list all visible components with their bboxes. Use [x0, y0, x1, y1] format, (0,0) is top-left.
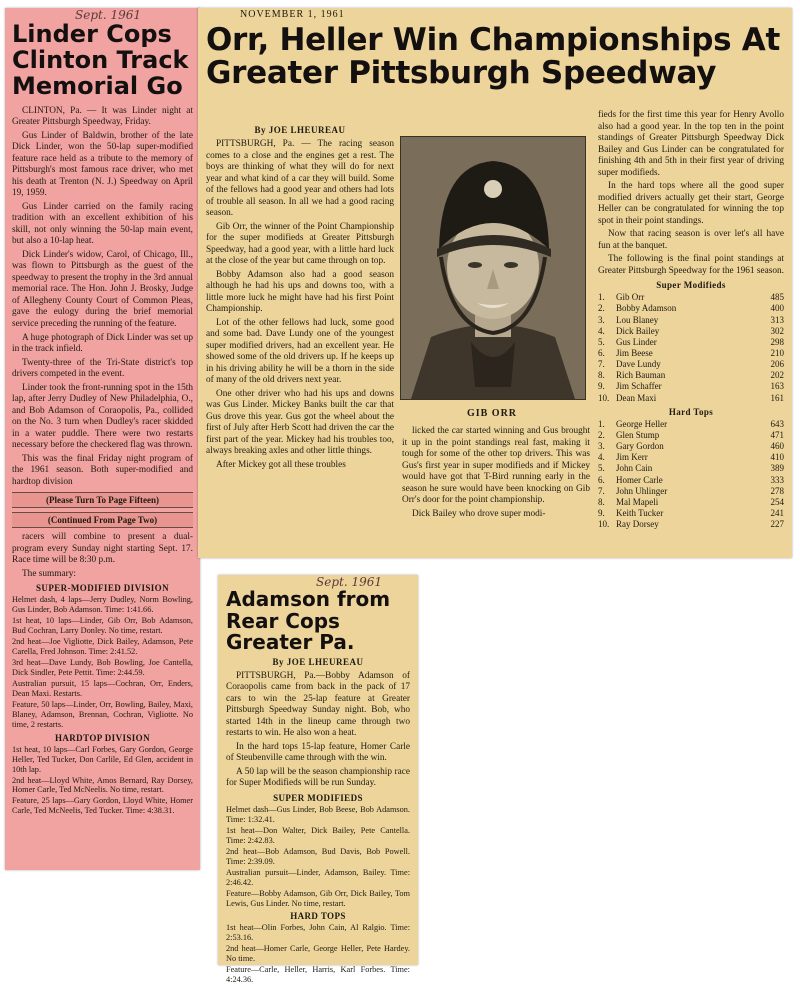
article-paragraph: Bobby Adamson also had a good season although he had his ups and downs too, with a little more luck he might have had his first Point Championship. [206, 269, 394, 315]
standings-driver: Dick Bailey [616, 325, 660, 336]
article-paragraph: After Mickey got all these troubles [216, 459, 346, 470]
result-line: Feature—Carle, Heller, Harris, Karl Forbes. Time: 4:24.36. [226, 965, 410, 985]
result-line: 2nd heat—Homer Carle, George Heller, Pete Hardey. No time. [226, 944, 410, 964]
article-paragraph: PITTSBURGH, Pa. — The racing season comes to a close and the engines get a rest. The boys are thinking of what they will do for next year and what kind of a car they will build. Some of the fellows had a good year and others had lots of trouble all season. In all we had a good racing season. [206, 139, 394, 219]
standings-driver: Homer Carle [616, 474, 663, 485]
standings-points: 163 [770, 381, 784, 392]
result-line: 1st heat—Olin Forbes, John Cain, Al Ralgio. Time: 2:53.16. [226, 923, 410, 943]
article-paragraph: Now that racing season is over let's all have fun at the banquet. [598, 229, 784, 251]
standings-position: 8. [598, 496, 605, 507]
standings-points: 643 [770, 418, 784, 429]
standings-driver: Dave Lundy [616, 359, 661, 370]
standings-driver: Gus Linder [616, 336, 657, 347]
article-paragraph: A 50 lap will be the season championship race for Super Modifieds will be run Sunday. [226, 766, 410, 789]
standings-points: 241 [770, 508, 784, 519]
standings-driver: Mal Mapeli [616, 496, 659, 507]
article-paragraph: licked the car started winning and Gus brought it up in the point standings real fast, making it tough for some of the other top drivers. This was Gus's first year in super modifieds and if Mickey would have got that T-Bird running early in the season he sure would have been knocking on Gib Orr's door for the point championship. [402, 426, 590, 506]
standings-driver: Jim Beese [616, 348, 653, 358]
handwritten-date-note: Sept. 1961 [316, 575, 382, 589]
article-column-3 [598, 110, 784, 552]
standings-points: 410 [770, 452, 784, 463]
standings-row [598, 359, 784, 370]
standings-driver: Bobby Adamson [616, 303, 677, 314]
standings-position: 6. [598, 348, 605, 358]
hardtop-heading: HARDTOP DIVISION [54, 732, 150, 743]
standings-position: 10. [598, 519, 610, 530]
result-line: Helmet dash, 4 laps—Jerry Dudley, Norm Bowling, Gus Linder, Bob Adamson. Time: 1:41.66. [12, 595, 193, 615]
article-paragraph: This was the final Friday night program of the 1961 season. Both super-modified and hardtop division [12, 453, 193, 487]
standings-position: 9. [598, 381, 605, 392]
result-line: Feature—Bobby Adamson, Gib Orr, Dick Bailey, Tom Lewis, Gus Linder. No time, restart. [226, 888, 410, 908]
standings-driver: Gary Gordon [616, 441, 664, 452]
standings-row [598, 381, 784, 392]
article-paragraph: Gus Linder carried on the family racing tradition with an excellent exhibition of his skill, not only winning the 50-lap main event, but also a 10-lap heat. [12, 201, 193, 247]
standings-position: 8. [598, 370, 605, 381]
article-paragraph: Twenty-three of the Tri-State district's top drivers competed in the event. [12, 357, 193, 380]
handwritten-date-note: Sept. 1961 [75, 8, 141, 22]
championship-headline: Orr, Heller Win Championships At Greater Pittsburgh Speedway [206, 22, 780, 92]
standings-points: 161 [770, 392, 784, 403]
article-paragraph: In the hard tops 15-lap feature, Homer Carle of Steubenville came through with the win. [226, 741, 410, 764]
standings-driver: Jim Kerr [616, 452, 648, 463]
article-paragraph: Gus Linder of Baldwin, brother of the late Dick Linder, won the 50-lap super-modified feature race held as a tribute to the memory of Pittsburgh's most famous race driver, who met his death at Trenton (N. J.) Speedway on April 19, 1959. [12, 130, 193, 199]
result-line: 1st heat—Don Walter, Dick Bailey, Pete Cantella. Time: 2:42.83. [226, 825, 410, 845]
standings-points: 254 [770, 496, 784, 507]
result-line: 2nd heat—Bob Adamson, Bud Davis, Bob Powell. Time: 2:39.09. [226, 846, 410, 866]
photo-caption: GIB ORR [466, 408, 518, 419]
super-modified-heading: SUPER-MODIFIED DIVISION [36, 583, 169, 594]
standings-points: 400 [770, 303, 784, 314]
driver-portrait-image [401, 137, 585, 399]
article-paragraph: Gib Orr, the winner of the Point Championship for the super modifieds at Greater Pittsburgh Speedway, had a good year, with a little hard luck at the close of the year but came through on top. [206, 221, 394, 267]
article-paragraph: The following is the final point standings at Greater Pittsburgh Speedway for the 1961 season. [598, 254, 784, 276]
standings-position: 5. [598, 463, 605, 474]
result-line: Australian pursuit, 15 laps—Cochran, Orr, Enders, Dean Maxi. Restarts. [12, 678, 193, 698]
byline: By JOE LHEUREAU [272, 656, 364, 667]
standings-points: 227 [770, 519, 784, 530]
standings-driver: John Uhlinger [616, 485, 668, 496]
standings-row [598, 419, 784, 430]
standings-position: 2. [598, 303, 605, 314]
hard-tops-heading: Hard Tops [668, 406, 714, 417]
standings-position: 2. [598, 429, 605, 440]
issue-date: NOVEMBER 1, 1961 [240, 9, 345, 20]
article-paragraph: PITTSBURGH, Pa.—Bobby Adamson of Coraopolis came from back in the pack of 17 cars to win the 25-lap feature at Greater Pittsburgh Speedway Sunday night. Bob, who started 14th in the lineup came through two restarts to win. He also won a heat. [226, 670, 410, 739]
standings-row [598, 519, 784, 530]
standings-position: 1. [598, 292, 605, 303]
article-column-1 [206, 122, 394, 552]
result-line: Helmet dash—Gus Linder, Bob Beese, Bob Adamson. Time: 1:32.41. [226, 804, 410, 824]
standings-driver: Dean Maxi [616, 392, 657, 403]
standings-points: 278 [770, 485, 784, 496]
standings-row [598, 497, 784, 508]
super-modifieds-heading: SUPER MODIFIEDS [273, 792, 363, 803]
standings-row [598, 326, 784, 337]
standings-points: 298 [770, 336, 784, 347]
standings-points: 471 [770, 429, 784, 440]
result-line: Australian pursuit—Linder, Adamson, Bailey. Time: 2:46.42. [226, 867, 410, 887]
standings-points: 333 [770, 474, 784, 485]
standings-points: 389 [770, 463, 784, 474]
article-column-2 [402, 426, 590, 552]
standings-row [598, 337, 784, 348]
standings-driver: Lou Blaney [616, 314, 659, 325]
article-paragraph: One other driver who had his ups and downs was Gus Linder. Mickey Banks built the car that Gus drove this year. Gus got the wheel about the first of July after Herb Scott had driven the car the first part of the year. Mickey had his troubles too, always breaking axles and other little things. [206, 388, 394, 457]
standings-points: 202 [770, 370, 784, 381]
standings-row [598, 475, 784, 486]
standings-driver: Rich Bauman [616, 370, 666, 381]
hardtop-standings [598, 419, 784, 531]
standings-driver: Keith Tucker [616, 508, 664, 519]
standings-driver: Glen Stump [616, 429, 660, 440]
article-paragraph: CLINTON, Pa. — It was Linder night at Greater Pittsburgh Speedway, Friday. [12, 105, 193, 128]
linder-headline: Linder Cops Clinton Track Memorial Go [12, 20, 189, 100]
linder-clipping [5, 8, 200, 870]
standings-row [598, 348, 784, 359]
championship-clipping [198, 8, 792, 558]
standings-points: 302 [770, 325, 784, 336]
article-paragraph: In the hard tops where all the good super modified drivers actually get their start, George Heller can be congratulated for winning the top spot in their point standings. [598, 181, 784, 226]
standings-row [598, 292, 784, 303]
standings-driver: John Cain [616, 463, 653, 474]
result-line: 1st heat, 10 laps—Linder, Gib Orr, Bob Adamson, Bud Cochran, Larry Donley. No time, restart. [12, 616, 193, 636]
standings-row [598, 315, 784, 326]
standings-points: 210 [770, 348, 784, 358]
standings-position: 7. [598, 359, 605, 370]
result-line: 1st heat, 10 laps—Carl Forbes, Gary Gordon, George Heller, Ted Tucker, Don Carlile, Ed Glen, accident in 10th lap. [12, 744, 193, 774]
article-paragraph: A huge photograph of Dick Linder was set up in the track infield. [12, 332, 193, 355]
result-line: Feature, 25 laps—Gary Gordon, Lloyd White, Homer Carle, Ted McNeelis, Ted Tucker. Time: 4:38.31. [12, 796, 193, 816]
standings-position: 4. [598, 452, 605, 463]
driver-photo [400, 136, 586, 400]
standings-row [598, 370, 784, 381]
standings-driver: Jim Schaffer [616, 381, 662, 392]
standings-position: 7. [598, 485, 605, 496]
turn-page-note: (Please Turn To Page Fifteen) [12, 492, 193, 508]
standings-position: 3. [598, 441, 605, 452]
standings-row [598, 441, 784, 452]
standings-driver: Ray Dorsey [616, 519, 659, 530]
super-modified-standings [598, 292, 784, 404]
article-paragraph: racers will combine to present a dual-program every Sunday night starting Sept. 17. Race time will be 8:30 p.m. [12, 532, 193, 566]
continued-note: (Continued From Page Two) [12, 512, 193, 528]
standings-row [598, 393, 784, 404]
article-paragraph: Linder took the front-running spot in the 15th lap, after Jerry Dudley of New Philadelphia, O., and Bob Adamson of Coraopolis, Pa., collided on the No. 3 turn when Dudley's racer skidded in a water puddle. There were two restarts necessary before the checkered flag was thrown. [12, 382, 193, 451]
standings-points: 485 [770, 292, 784, 303]
super-modifieds-heading: Super Modifieds [656, 280, 726, 291]
result-line: Feature, 50 laps—Linder, Orr, Bowling, Bailey, Maxi, Blaney, Adamson, Brennan, Cochran, Vigliotte. No time, 2 restarts. [12, 699, 193, 729]
article-paragraph: fieds for the first time this year for Henry Avollo also had a good year. In the top ten in the point standings of Greater Pittsburgh Speedway Dick Bailey and Gus Linder can be congratulated for finishing 4th and 5th in their first year of driving super modifieds. [598, 110, 784, 178]
standings-row [598, 430, 784, 441]
standings-points: 313 [770, 314, 784, 325]
standings-position: 4. [598, 325, 605, 336]
standings-row [598, 463, 784, 474]
standings-points: 460 [770, 441, 784, 452]
standings-position: 5. [598, 336, 605, 347]
result-line: 2nd heat—Lloyd White, Amos Bernard, Ray Dorsey, Homer Carle, Ted McNeelis. No time, restart. [12, 775, 193, 795]
adamson-headline: Adamson from Rear Cops Greater Pa. [226, 587, 391, 655]
standings-position: 6. [598, 474, 605, 485]
standings-row [598, 486, 784, 497]
standings-driver: Gib Orr [616, 292, 645, 303]
standings-position: 3. [598, 314, 605, 325]
adamson-clipping [218, 575, 418, 985]
byline: By JOE LHEUREAU [254, 125, 346, 135]
summary-label: The summary: [22, 568, 76, 579]
standings-position: 9. [598, 508, 605, 519]
result-line: 3rd heat—Dave Lundy, Bob Bowling, Joe Cantella, Dick Sindler, Pete Pettit. Time: 2:44.59. [12, 658, 193, 677]
standings-position: 10. [598, 392, 610, 403]
standings-row [598, 303, 784, 314]
hard-tops-heading: HARD TOPS [290, 911, 346, 922]
standings-row [598, 452, 784, 463]
article-paragraph: Lot of the other fellows had luck, some good and some bad. Dave Lundy one of the youngest super modified drivers, had an excellent year. He showed some of the old drivers up. If he keeps up in his driving ability he will be a thorn in the side of many of the old drivers next year. [206, 317, 394, 386]
standings-row [598, 508, 784, 519]
standings-points: 206 [770, 359, 784, 370]
article-paragraph: Dick Bailey who drove super modi- [412, 508, 546, 519]
article-paragraph: Dick Linder's widow, Carol, of Chicago, Ill., was flown to Pittsburgh as the guest of the speedway to present the trophy in the 3rd annual memorial race. The Hon. John J. Brosky, Judge of Allegheny County Court of Common Pleas, gave the eulogy during the brief memorial service preceding the running of the feature. [12, 249, 193, 329]
standings-position: 1. [598, 418, 605, 429]
standings-driver: George Heller [616, 418, 668, 429]
result-line: 2nd heat—Joe Vigliotte, Dick Bailey, Adamson, Pete Carella, Fred Johnson. Time: 2:41.52. [12, 637, 193, 657]
